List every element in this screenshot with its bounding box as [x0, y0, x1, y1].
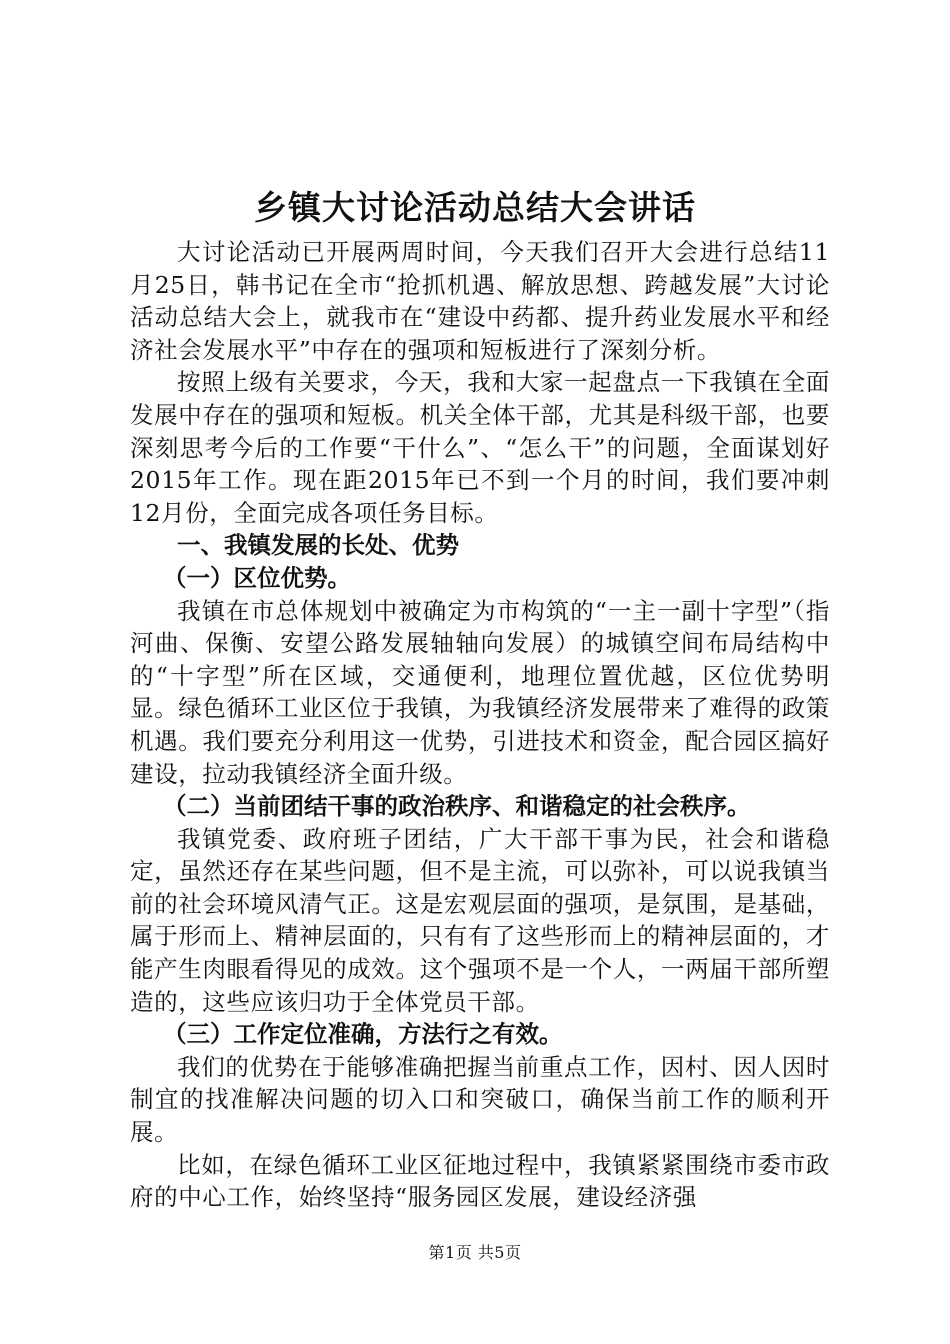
subheading-order: （二）当前团结干事的政治秩序、和谐稳定的社会秩序。	[163, 792, 751, 821]
document-body	[130, 236, 830, 1214]
paragraph-example: 比如，在绿色循环工业区征地过程中，我镇紧紧围绕市委市政府的中心工作，始终坚持“服务园区发展，建设经济强	[130, 1150, 830, 1212]
paragraph-order: 我镇党委、政府班子团结，广大干部干事为民，社会和谐稳定，虽然还存在某些问题，但不是主流，可以弥补，可以说我镇当前的社会环境风清气正。这是宏观层面的强项，是氛围，是基础，属于形而上、精神层面的，只有有了这些形而上的精神层面的，才能产生肉眼看得见的成效。这个强项不是一个人，一两届干部所塑造的，这些应该归功于全体党员干部。	[130, 824, 830, 1016]
paragraph-positioning: 我们的优势在于能够准确把握当前重点工作，因村、因人因时制宜的找准解决问题的切入口和突破口，确保当前工作的顺利开展。	[130, 1052, 830, 1147]
document-title: 乡镇大讨论活动总结大会讲话	[254, 188, 696, 227]
subheading-positioning: （三）工作定位准确，方法行之有效。	[163, 1020, 563, 1049]
paragraph-requirements: 按照上级有关要求，今天，我和大家一起盘点一下我镇在全面发展中存在的强项和短板。机关全体干部，尤其是科级干部，也要深刻思考今后的工作要“干什么”、“怎么干”的问题，全面谋划好2015年工作。现在距2015年已不到一个月的时间，我们要冲刺12月份，全面完成各项任务目标。	[130, 368, 830, 527]
paragraph-location: 我镇在市总体规划中被确定为市构筑的“一主一副十字型”（指河曲、保衡、安望公路发展轴轴向发展）的城镇空间布局结构中的“十字型”所在区域，交通便利，地理位置优越，区位优势明显。绿色循环工业区位于我镇，为我镇经济发展带来了难得的政策机遇。我们要充分利用这一优势，引进技术和资金，配合园区搞好建设，拉动我镇经济全面升级。	[130, 596, 830, 788]
subheading-location: （一）区位优势。	[163, 563, 351, 592]
paragraph-intro: 大讨论活动已开展两周时间，今天我们召开大会进行总结11月25日，韩书记在全市“抢抓机遇、解放思想、跨越发展”大讨论活动总结大会上，就我市在“建设中药都、提升药业发展水平和经济社会发展水平”中存在的强项和短板进行了深刻分析。	[130, 238, 830, 364]
section-heading-strengths: 一、我镇发展的长处、优势	[177, 531, 459, 560]
page-footer: 第1页 共5页	[428, 1243, 522, 1262]
